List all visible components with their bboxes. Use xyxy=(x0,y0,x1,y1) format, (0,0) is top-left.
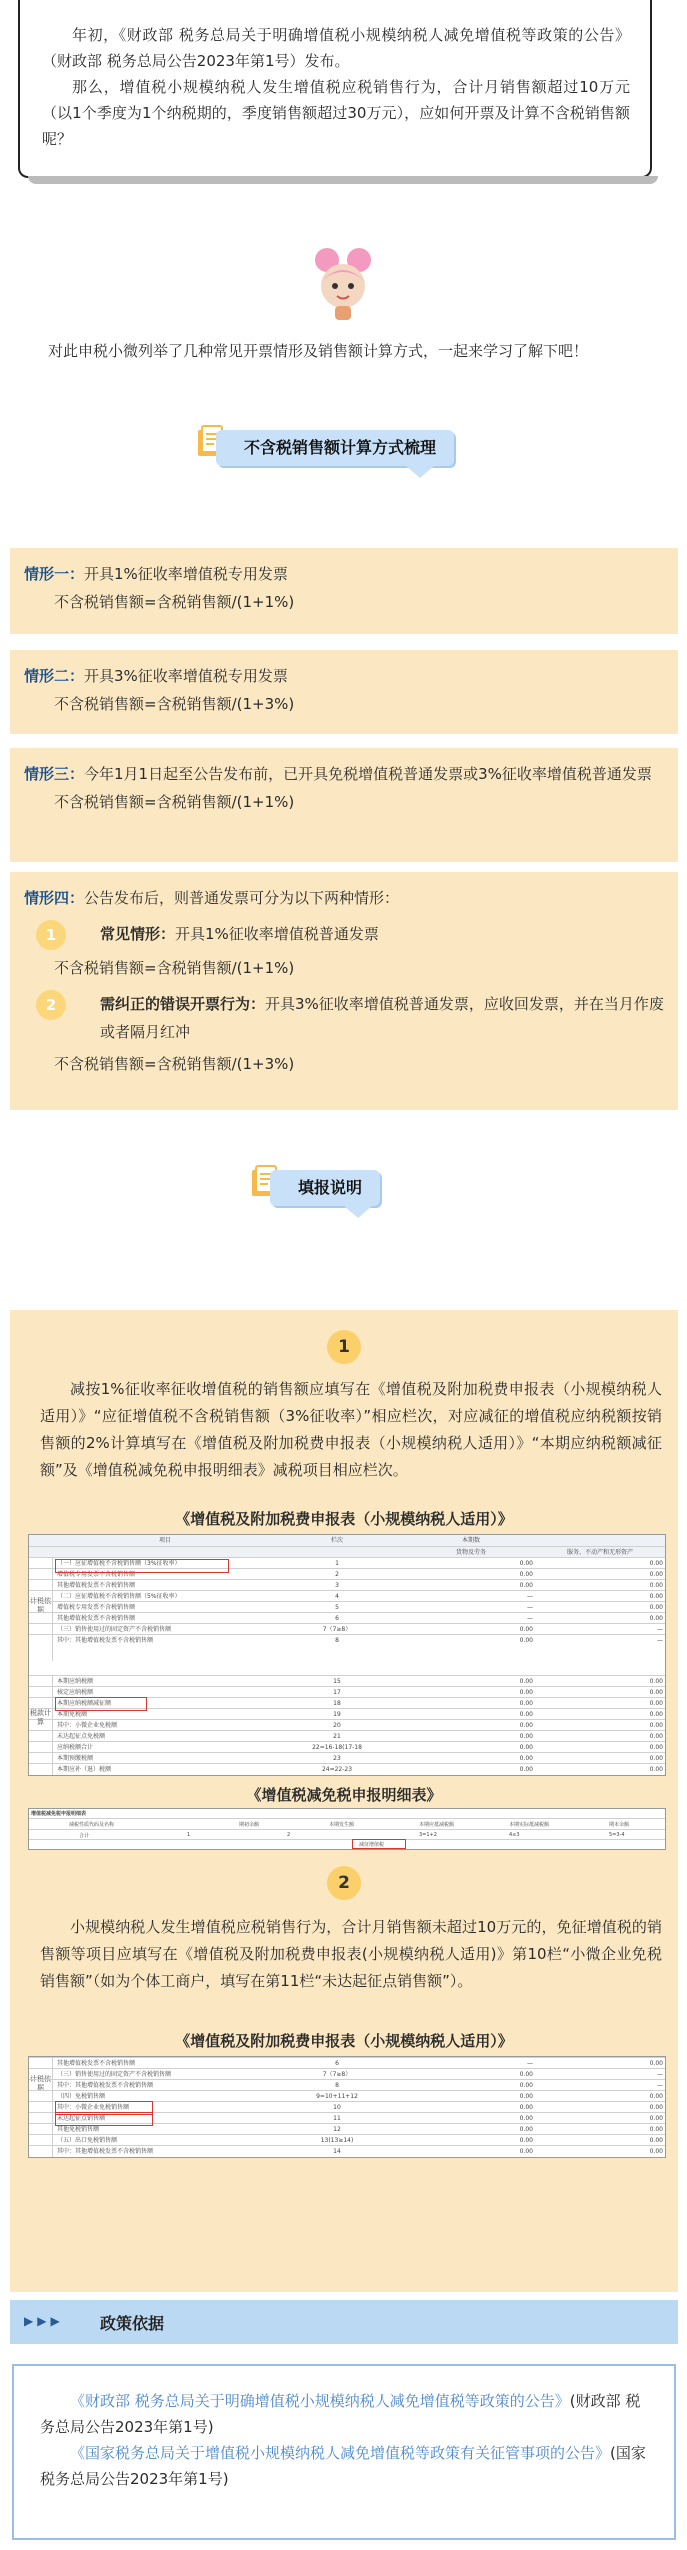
side-label-basis: 计税依据 xyxy=(29,1557,53,1661)
table-cell-b: 0.00 xyxy=(649,1604,663,1611)
table-cell-a: 0.00 xyxy=(519,1626,533,1633)
table-cell-name: （二）应征增值税不含税销售额（5%征收率） xyxy=(57,1593,181,1600)
table-cell-no: 7（7≥8） xyxy=(322,1626,352,1633)
table-cell-no: 12 xyxy=(333,2126,341,2133)
table-cell-name: 增值税专用发票不含税销售额 xyxy=(57,1571,136,1578)
header-period: 本期数 xyxy=(461,1537,480,1544)
sub-2-text: 开具3%征收率增值税普通发票，应收回发票，并在当月作废或者隔月红冲 xyxy=(100,995,664,1041)
table-cell-a: 0.00 xyxy=(519,1755,533,1762)
table-3 xyxy=(28,2056,666,2158)
table-cell-no: 5 xyxy=(335,1604,339,1611)
arrows-icon: ▶▶▶ xyxy=(24,2314,64,2328)
table-2-n3: 3=1+2 xyxy=(419,1832,437,1838)
table-cell-a: 0.00 xyxy=(519,1733,533,1740)
table-cell-name: 本期预缴税额 xyxy=(57,1755,94,1762)
policy-bar xyxy=(10,2300,678,2344)
table-cell-no: 23 xyxy=(333,1755,341,1762)
table-cell-no: 8 xyxy=(335,2082,339,2089)
table-cell-b: 0.00 xyxy=(649,1722,663,1729)
header-item: 项目 xyxy=(159,1537,172,1544)
table-cell-no: 6 xyxy=(335,1615,339,1622)
case-1-formula: 不含税销售额=含税销售额/(1+1%) xyxy=(54,593,295,611)
table-cell-name: （一）应征增值税不含税销售额（3%征收率） xyxy=(57,1560,181,1567)
banner-tail xyxy=(406,466,434,478)
table-cell-b: 0.00 xyxy=(649,2137,663,2144)
step-2-number: 2 xyxy=(327,1866,361,1900)
table-cell-b: 0.00 xyxy=(649,1689,663,1696)
case-2-box xyxy=(10,650,678,734)
case-2-label: 情形二： xyxy=(24,667,85,685)
table-cell-a: — xyxy=(527,1604,533,1611)
intro-shadow xyxy=(28,176,658,184)
highlight-reduction-vat xyxy=(352,1839,406,1849)
table-cell-b: 0.00 xyxy=(649,2104,663,2111)
summary-text: 对此申税小微列举了几种常见开票情形及销售额计算方式，一起来学习了解下吧！ xyxy=(48,342,589,360)
table-cell-b: — xyxy=(657,2071,663,2078)
table-cell-name: 应纳税额合计 xyxy=(57,1744,94,1751)
highlight-threshold xyxy=(55,2112,153,2126)
table-cell-b: 0.00 xyxy=(649,2093,663,2100)
table-cell-a: 0.00 xyxy=(519,2148,533,2155)
table-cell-name: （三）销售使用过的固定资产不含税销售额 xyxy=(57,2071,172,2078)
table-2-reduction-label: 减征增值税 xyxy=(359,1842,385,1848)
header-service: 服务、不动产和无形资产 xyxy=(566,1549,633,1556)
policy-title: 政策依据 xyxy=(100,2314,165,2333)
policy-box xyxy=(12,2364,676,2540)
policy-item-1 xyxy=(40,2388,648,2440)
intro-paragraph-1: 年初，《财政部 税务总局关于明确增值税小规模纳税人减免增值税等政策的公告》（财政部 税务总局公告2023年第1号）发布。 xyxy=(42,26,630,70)
table-cell-a: 0.00 xyxy=(519,2126,533,2133)
table-cell-no: 1 xyxy=(335,1560,339,1567)
table-2-col-end: 期末余额 xyxy=(609,1822,630,1828)
table-cell-b: 0.00 xyxy=(649,2148,663,2155)
step-1-text: 减按1%征收率征收增值税的销售额应填写在《增值税及附加税费申报表（小规模纳税人适用）》“应征增值税不含税销售额（3%征收率）”相应栏次，对应减征的增值税应纳税额按销售额的2%计算填写在《增值税及附加税费申报表（小规模纳税人适用）》“本期应纳税额减征额”及《增值税减免税申报明细表》减税项目相应栏次。 xyxy=(40,1380,662,1479)
sub-1-label: 常见情形： xyxy=(100,925,176,943)
case-4-text: 公告发布后，则普通发票可分为以下两种情形： xyxy=(84,889,400,907)
table-cell-a: 0.00 xyxy=(519,2082,533,2089)
side-label-basis-2: 计税依据 xyxy=(29,2057,53,2157)
table-cell-b: 0.00 xyxy=(649,2115,663,2122)
case-3-formula: 不含税销售额=含税销售额/(1+1%) xyxy=(54,793,295,811)
table-cell-a: 0.00 xyxy=(519,1700,533,1707)
table-2-n1: 1 xyxy=(187,1832,191,1838)
case-2-text: 开具3%征收率增值税专用发票 xyxy=(84,667,288,685)
table-2-col-open: 期初余额 xyxy=(239,1822,260,1828)
table-2 xyxy=(28,1808,666,1850)
table-cell-no: 21 xyxy=(333,1733,341,1740)
table-2-header: 增值税减免税申报明细表 xyxy=(31,1811,87,1817)
case-4-sub-1 xyxy=(24,920,664,950)
table-2-divider xyxy=(29,1829,665,1830)
table-cell-b: 0.00 xyxy=(649,1700,663,1707)
table-cell-no: 14 xyxy=(333,2148,341,2155)
sub-1-number: 1 xyxy=(36,920,66,950)
table-2-divider xyxy=(29,1839,665,1840)
table-2-col-should: 本期应抵减税额 xyxy=(419,1822,455,1828)
table-cell-no: 6 xyxy=(335,2060,339,2067)
table-cell-no: 15 xyxy=(333,1678,341,1685)
case-4-label: 情形四： xyxy=(24,889,85,907)
table-2-n2: 2 xyxy=(287,1832,291,1838)
case-1-box xyxy=(10,548,678,634)
table-row xyxy=(29,1634,665,1646)
table-cell-a: 0.00 xyxy=(519,2093,533,2100)
table-cell-b: 0.00 xyxy=(649,1733,663,1740)
table-1-header xyxy=(29,1535,665,1546)
highlight-3pct-sales xyxy=(55,1559,229,1573)
table-cell-name: （四）免税销售额 xyxy=(57,2093,106,2100)
table-cell-name: 本期应纳税额减征额 xyxy=(57,1700,112,1707)
table-cell-no: 2 xyxy=(335,1571,339,1578)
policy-tail-2: (国家税务总局公告2023年第1号) xyxy=(40,2444,646,2488)
table-cell-name: 增值税专用发票不含税销售额 xyxy=(57,1604,136,1611)
table-1-title: 《增值税及附加税费申报表（小规模纳税人适用）》 xyxy=(175,1510,513,1528)
table-2-n4: 4≤3 xyxy=(509,1832,520,1838)
sub-2-label: 需纠正的错误开票行为： xyxy=(100,995,266,1013)
table-cell-a: 0.00 xyxy=(519,2137,533,2144)
table-2-col-current: 本期发生额 xyxy=(329,1822,355,1828)
table-cell-name: 本期应纳税额 xyxy=(57,1678,94,1685)
table-cell-no: 19 xyxy=(333,1711,341,1718)
table-cell-no: 13(13≥14) xyxy=(320,2137,354,2144)
table-cell-name: 其中：其他增值税发票不含税销售额 xyxy=(57,1637,154,1644)
table-cell-name: 其中：小微企业免税销售额 xyxy=(57,2104,130,2111)
policy-tail-1: (财政部 税务总局公告2023年第1号) xyxy=(40,2392,641,2436)
table-cell-no: 17 xyxy=(333,1689,341,1696)
side-label-calc: 税款计算 xyxy=(29,1675,53,1775)
table-cell-a: 0.00 xyxy=(519,2104,533,2111)
table-3-title: 《增值税及附加税费申报表（小规模纳税人适用）》 xyxy=(175,2032,513,2050)
table-cell-a: 0.00 xyxy=(519,2071,533,2078)
table-cell-a: — xyxy=(527,1615,533,1622)
table-cell-no: 3 xyxy=(335,1582,339,1589)
step-1-number: 1 xyxy=(327,1330,361,1364)
case-3-label: 情形三： xyxy=(24,765,85,783)
header-col: 栏次 xyxy=(330,1537,343,1544)
policy-link-2[interactable]: 《国家税务总局关于增值税小规模纳税人减免增值税等政策有关征管事项的公告》 xyxy=(70,2444,611,2462)
table-cell-b: 0.00 xyxy=(649,2060,663,2067)
table-cell-name: （五）出口免税销售额 xyxy=(57,2137,118,2144)
table-cell-no: 10 xyxy=(333,2104,341,2111)
table-cell-no: 20 xyxy=(333,1722,341,1729)
table-2-n5: 5=3-4 xyxy=(609,1832,625,1838)
table-cell-no: 18 xyxy=(333,1700,341,1707)
table-cell-b: 0.00 xyxy=(649,1711,663,1718)
section-banner-fill xyxy=(250,1164,430,1206)
section-title-fill: 填报说明 xyxy=(270,1170,380,1206)
mascot-icon xyxy=(305,246,381,322)
sub-2-number: 2 xyxy=(36,990,66,1020)
table-cell-name: 其他免税销售额 xyxy=(57,2126,100,2133)
table-cell-a: 0.00 xyxy=(519,1711,533,1718)
table-cell-name: 未达起征点免税额 xyxy=(57,1733,106,1740)
case-4-box xyxy=(10,872,678,1110)
case-4-sub-2 xyxy=(24,990,664,1046)
table-cell-b: 0.00 xyxy=(649,1593,663,1600)
policy-item-2 xyxy=(40,2440,648,2492)
table-cell-b: 0.00 xyxy=(649,1744,663,1751)
table-cell-a: 0.00 xyxy=(519,1582,533,1589)
policy-link-1[interactable]: 《财政部 税务总局关于明确增值税小规模纳税人减免增值税等政策的公告》 xyxy=(70,2392,570,2410)
table-cell-name: 核定应纳税额 xyxy=(57,1689,94,1696)
case-2-formula: 不含税销售额=含税销售额/(1+3%) xyxy=(54,695,295,713)
table-cell-name: 未达起征点销售额 xyxy=(57,2115,106,2122)
fill-section xyxy=(10,1310,678,2292)
table-cell-no: 4 xyxy=(335,1593,339,1600)
table-cell-a: 0.00 xyxy=(519,1560,533,1567)
table-2-divider xyxy=(29,1818,665,1819)
table-cell-a: — xyxy=(527,1593,533,1600)
case-1-label: 情形一： xyxy=(24,565,85,583)
table-cell-no: 22=16-18(17-18 xyxy=(312,1744,362,1751)
table-2-col-actual: 本期实际抵减税额 xyxy=(509,1822,550,1828)
table-cell-name: （三）销售使用过的固定资产不含税销售额 xyxy=(57,1626,172,1633)
table-cell-a: — xyxy=(527,2060,533,2067)
table-cell-name: 其他增值税发票不含税销售额 xyxy=(57,2060,136,2067)
table-cell-name: 其中：小微企业免税额 xyxy=(57,1722,118,1729)
sub-2-formula: 不含税销售额=含税销售额/(1+3%) xyxy=(54,1055,295,1073)
header-goods: 货物及劳务 xyxy=(455,1549,486,1556)
table-cell-a: 0.00 xyxy=(519,2115,533,2122)
intro-box xyxy=(18,0,652,178)
table-cell-b: — xyxy=(657,1626,663,1633)
table-2-total: 合计 xyxy=(79,1833,90,1839)
case-1-text: 开具1%征收率增值税专用发票 xyxy=(84,565,288,583)
table-cell-b: 0.00 xyxy=(649,1560,663,1567)
highlight-reduction xyxy=(55,1697,147,1711)
table-cell-no: 7（7≥8） xyxy=(322,2071,352,2078)
table-cell-a: 0.00 xyxy=(519,1766,533,1773)
table-cell-a: 0.00 xyxy=(519,1637,533,1644)
table-cell-a: 0.00 xyxy=(519,1744,533,1751)
table-cell-a: 0.00 xyxy=(519,1678,533,1685)
table-cell-no: 11 xyxy=(333,2115,341,2122)
table-cell-b: 0.00 xyxy=(649,1678,663,1685)
case-3-text: 今年1月1日起至公告发布前，已开具免税增值税普通发票或3%征收率增值税普通发票 xyxy=(84,765,652,783)
table-cell-b: 0.00 xyxy=(649,2126,663,2133)
section-banner-calc xyxy=(196,424,496,466)
table-cell-b: 0.00 xyxy=(649,1571,663,1578)
table-cell-name: 本期应补（退）税额 xyxy=(57,1766,112,1773)
section-title-calc: 不含税销售额计算方式梳理 xyxy=(216,430,454,466)
table-2-title: 《增值税减免税申报明细表》 xyxy=(246,1786,442,1804)
table-cell-b: 0.00 xyxy=(649,1766,663,1773)
table-cell-b: — xyxy=(657,2082,663,2089)
intro-paragraph-2: 那么，增值税小规模纳税人发生增值税应税销售行为，合计月销售额超过10万元（以1个季度为1个纳税期的，季度销售额超过30万元），应如何开票及计算不含税销售额呢？ xyxy=(42,78,630,148)
table-cell-a: 0.00 xyxy=(519,1722,533,1729)
sub-1-formula: 不含税销售额=含税销售额/(1+1%) xyxy=(54,959,295,977)
table-cell-no: 9=10+11+12 xyxy=(316,2093,358,2100)
table-cell-b: — xyxy=(657,1637,663,1644)
step-2-text: 小规模纳税人发生增值税应税销售行为，合计月销售额未超过10万元的，免征增值税的销售额等项目应填写在《增值税及附加税费申报表(小规模纳税人适用)》第10栏“小微企业免税销售额”（如为个体工商户，填写在第11栏“未达起征点销售额”）。 xyxy=(40,1918,662,1990)
table-2-col-code: 减税性质代码及名称 xyxy=(69,1822,115,1828)
table-cell-name: 其他增值税发票不含税销售额 xyxy=(57,1582,136,1589)
table-cell-b: 0.00 xyxy=(649,1615,663,1622)
table-cell-a: 0.00 xyxy=(519,1689,533,1696)
table-cell-no: 24=22-23 xyxy=(321,1766,353,1773)
table-cell-b: 0.00 xyxy=(649,1582,663,1589)
table-cell-name: 本期免税额 xyxy=(57,1711,88,1718)
table-cell-b: 0.00 xyxy=(649,1755,663,1762)
table-cell-name: 其他增值税发票不含税销售额 xyxy=(57,1615,136,1622)
table-row xyxy=(29,1763,665,1775)
table-1 xyxy=(28,1534,666,1776)
case-3-box xyxy=(10,748,678,862)
sub-1-text: 开具1%征收率增值税普通发票 xyxy=(175,925,379,943)
table-cell-a: 0.00 xyxy=(519,1571,533,1578)
banner-tail xyxy=(344,1206,372,1218)
table-row xyxy=(29,2145,665,2157)
table-cell-name: 其中：其他增值税发票不含税销售额 xyxy=(57,2082,154,2089)
table-cell-name: 其中：其他增值税发票不含税销售额 xyxy=(57,2148,154,2155)
table-cell-no: 8 xyxy=(335,1637,339,1644)
